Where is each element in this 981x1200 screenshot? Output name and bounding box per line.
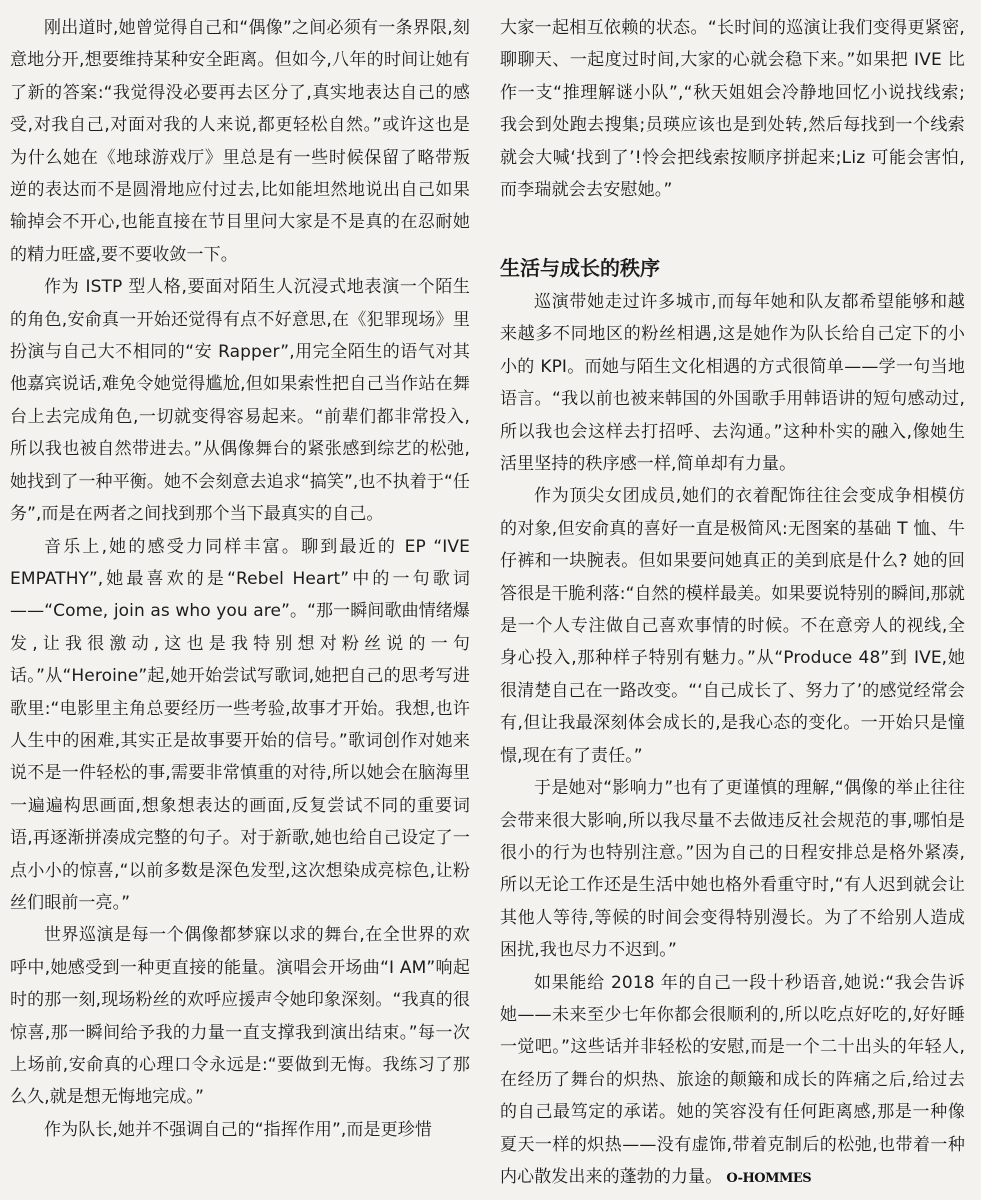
section-heading: 生活与成长的秩序 <box>500 256 660 280</box>
article-paragraph: 作为顶尖女团成员,她们的衣着配饰往往会变成争相模仿的对象,但安俞真的喜好一直是极简风:无图案的基础 T 恤、牛仔裤和一块腕表。但如果要问她真正的美到底是什么? 她的回答很是干脆利落:“自然的模样最美。如果要说特别的瞬间,那就是一个人专注做自己喜欢事情的时候。不在意旁人的视线,全身心投入,那种样子特别有魅力。”从“Produce 48”到 IVE,她很清楚自己在一路改变。“‘自己成长了、努力了’的感觉经常会有,但让我最深刻体会成长的,是我心态的变化。一开始只是憧憬,现在有了责任。” <box>500 486 965 766</box>
left-column <box>10 12 470 1146</box>
article-paragraph: 作为队长,她并不强调自己的“指挥作用”,而是更珍惜 <box>44 1119 432 1140</box>
article-paragraph: 作为 ISTP 型人格,要面对陌生人沉浸式地表演一个陌生的角色,安俞真一开始还觉得有点不好意思,在《犯罪现场》里扮演与自己大不相同的“安 Rapper”,用完全陌生的语气对其他嘉宾说话,难免令她觉得尴尬,但如果索性把自己当作站在舞台上去完成角色,一切就变得容易起来。“前辈们都非常投入,所以我也被自然带进去。”从偶像舞台的紧张感到综艺的松弛,她找到了一种平衡。她不会刻意去追求“搞笑”,也不执着于“任务”,而是在两者之间找到那个当下最真实的自己。 <box>10 277 470 525</box>
magazine-logo: O-HOMMES <box>726 1170 812 1186</box>
article-paragraph: 于是她对“影响力”也有了更谨慎的理解,“偶像的举止往往会带来很大影响,所以我尽量不去做违反社会规范的事,哪怕是很小的行为也特别注意。”因为自己的日程安排总是格外紧凑,所以无论工作还是生活中她也格外看重守时,“有人迟到就会让其他人等待,等候的时间会变得特别漫长。为了不给别人造成困扰,我也尽力不迟到。” <box>500 778 965 961</box>
article-paragraph: 音乐上,她的感受力同样丰富。聊到最近的 EP “IVE EMPATHY”,她最喜欢的是“Rebel Heart”中的一句歌词——“Come, join as who you are”。“那一瞬间歌曲情绪爆发,让我很激动,这也是我特别想对粉丝说的一句话。”从“Heroine”起,她开始尝试写歌词,她把自己的思考写进歌里:“电影里主角总要经历一些考验,故事才开始。我想,也许人生中的困难,其实正是故事要开始的信号。”歌词创作对她来说不是一件轻松的事,需要非常慎重的对待,所以她会在脑海里一遍遍构思画面,想象想表达的画面,反复尝试不同的重要词语,再逐渐拼凑成完整的句子。对于新歌,她也给自己设定了一点小小的惊喜,“以前多数是深色发型,这次想染成亮棕色,让粉丝们眼前一亮。” <box>10 536 470 913</box>
article-paragraph: 世界巡演是每一个偶像都梦寐以求的舞台,在全世界的欢呼中,她感受到一种更直接的能量。演唱会开场曲“I AM”响起时的那一刻,现场粉丝的欢呼应援声令她印象深刻。“我真的很惊喜,那一瞬间给予我的力量一直支撑我到演出结束。”每一次上场前,安俞真的心理口令永远是:“要做到无悔。我练习了那么久,就是想无悔地完成。” <box>10 925 470 1108</box>
article-paragraph: 巡演带她走过许多城市,而每年她和队友都希望能够和越来越多不同地区的粉丝相遇,这是她作为队长给自己定下的小小的 KPI。而她与陌生文化相遇的方式很简单——学一句当地语言。“我以前也被来韩国的外国歌手用韩语讲的短句感动过,所以我也会这样去打招呼、去沟通。”这种朴实的融入,像她生活里坚持的秩序感一样,简单却有力量。 <box>500 292 965 475</box>
article-paragraph: 刚出道时,她曾觉得自己和“偶像”之间必须有一条界限,刻意地分开,想要维持某种安全距离。但如今,八年的时间让她有了新的答案:“我觉得没必要再去区分了,真实地表达自己的感受,对我自己,对面对我的人来说,都更轻松自然。”或许这也是为什么她在《地球游戏厅》里总是有一些时候保留了略带叛逆的表达而不是圆滑地应付过去,比如能坦然地说出自己如果输掉会不开心,也能直接在节目里问大家是不是真的在忍耐她的精力旺盛,要不要收敛一下。 <box>10 18 470 265</box>
right-column-body <box>500 286 965 1195</box>
final-paragraph-text: 如果能给 2018 年的自己一段十秒语音,她说:“我会告诉她——未来至少七年你都会很顺利的,所以吃点好吃的,好好睡一觉吧。”这些话并非轻松的安慰,而是一个二十出头的年轻人,在经历了舞台的炽热、旅途的颠簸和成长的阵痛之后,给过去的自己最笃定的承诺。她的笑容没有任何距离感,那是一种像夏天一样的炽热——没有虚饰,带着克制后的松弛,也带着一种内心散发出来的蓬勃的力量。 <box>500 972 965 1187</box>
right-column-top <box>500 12 965 206</box>
article-paragraph-final <box>500 967 965 1196</box>
article-paragraph-continuation: 大家一起相互依赖的状态。“长时间的巡演让我们变得更紧密,聊聊天、一起度过时间,大家的心就会稳下来。”如果把 IVE 比作一支“推理解谜小队”,“秋天姐姐会冷静地回忆小说找线索;我会到处跑去搜集;员瑛应该也是到处转,然后每找到一个线索就会大喊‘找到了’!怜会把线索按顺序拼起来;Liz 可能会害怕,而李瑞就会去安慰她。” <box>500 18 965 201</box>
